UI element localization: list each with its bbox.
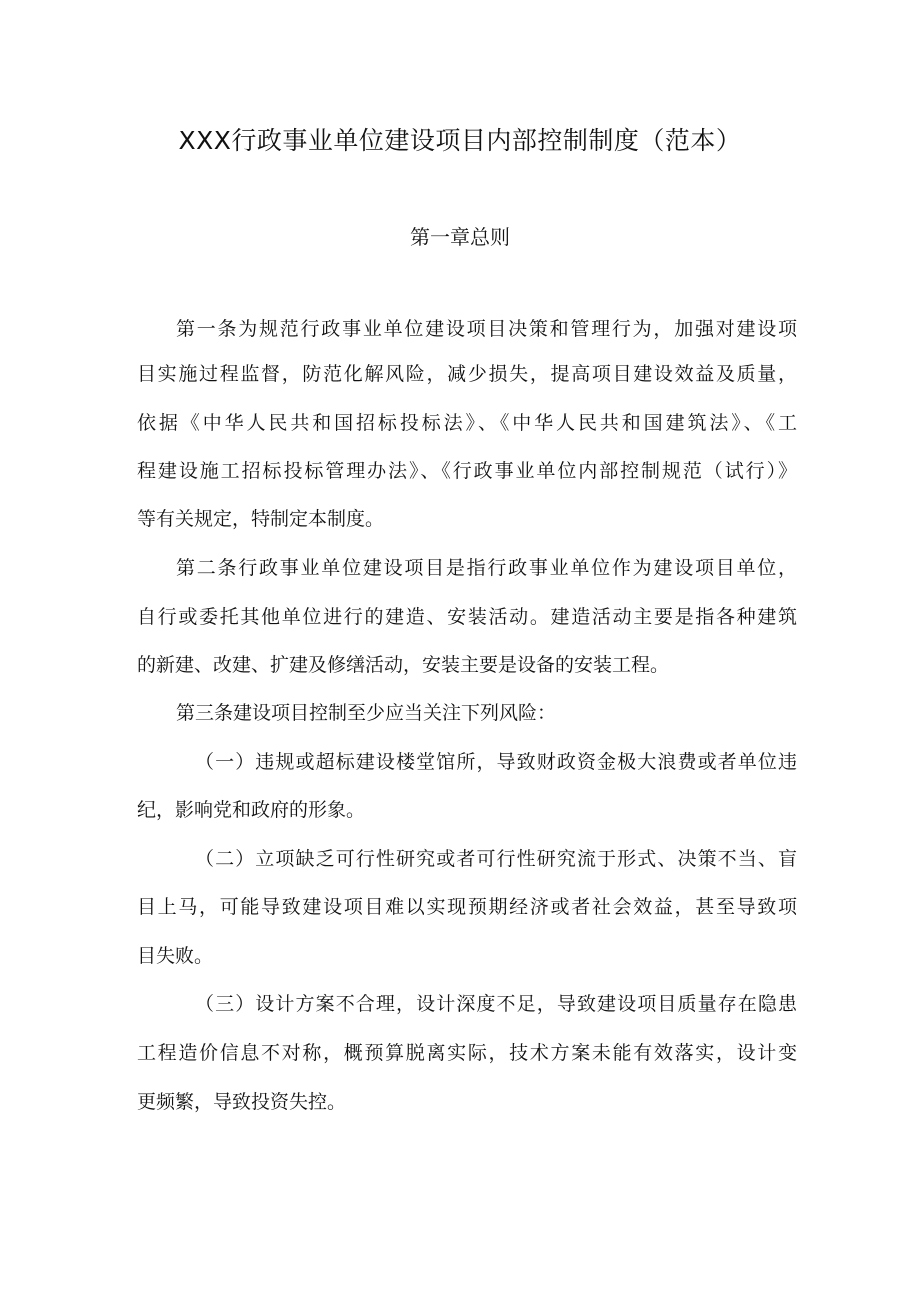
document-title: XXX行政事业单位建设项目内部控制制度（范本） [178,126,742,155]
article-1-line-1: 第一条为规范行政事业单位建设项目决策和管理行为，加强对建设项 [176,318,797,340]
article-1-line-2: 目实施过程监督，防范化解风险，减少损失，提高项目建设效益及质量， [137,363,797,385]
risk-2-line-2: 目上马，可能导致建设项目难以实现预期经济或者社会效益，甚至导致项 [137,896,797,918]
chapter-heading: 第一章总则 [410,225,510,249]
risk-3-line-3: 更频繁，导致投资失控。 [137,1091,347,1113]
risk-3-line-1: （三）设计方案不合理，设计深度不足，导致建设项目质量存在隐患 [195,993,797,1015]
article-1-line-5: 等有关规定，特制定本制度。 [137,508,385,530]
article-1-line-3: 依据《中华人民共和国招标投标法》、《中华人民共和国建筑法》、《工 [137,412,797,434]
article-2-line-2: 自行或委托其他单位进行的建造、安装活动。建造活动主要是指各种建筑 [137,606,797,628]
article-2-line-3: 的新建、改建、扩建及修缮活动，安装主要是设备的安装工程。 [137,654,670,676]
risk-1-line-2: 纪，影响党和政府的形象。 [137,799,366,821]
article-3-line-1: 第三条建设项目控制至少应当关注下列风险： [176,702,557,724]
article-2-line-1: 第二条行政事业单位建设项目是指行政事业单位作为建设项目单位， [176,557,797,579]
risk-3-line-2: 工程造价信息不对称，概预算脱离实际，技术方案未能有效落实，设计变 [137,1042,797,1064]
risk-2-line-1: （二）立项缺乏可行性研究或者可行性研究流于形式、决策不当、盲 [195,848,797,870]
article-1-line-4: 程建设施工招标投标管理办法》、《行政事业单位内部控制规范（试行）》 [137,460,797,482]
risk-2-line-3: 目失败。 [137,945,214,967]
risk-1-line-1: （一）违规或超标建设楼堂馆所，导致财政资金极大浪费或者单位违 [195,751,797,773]
